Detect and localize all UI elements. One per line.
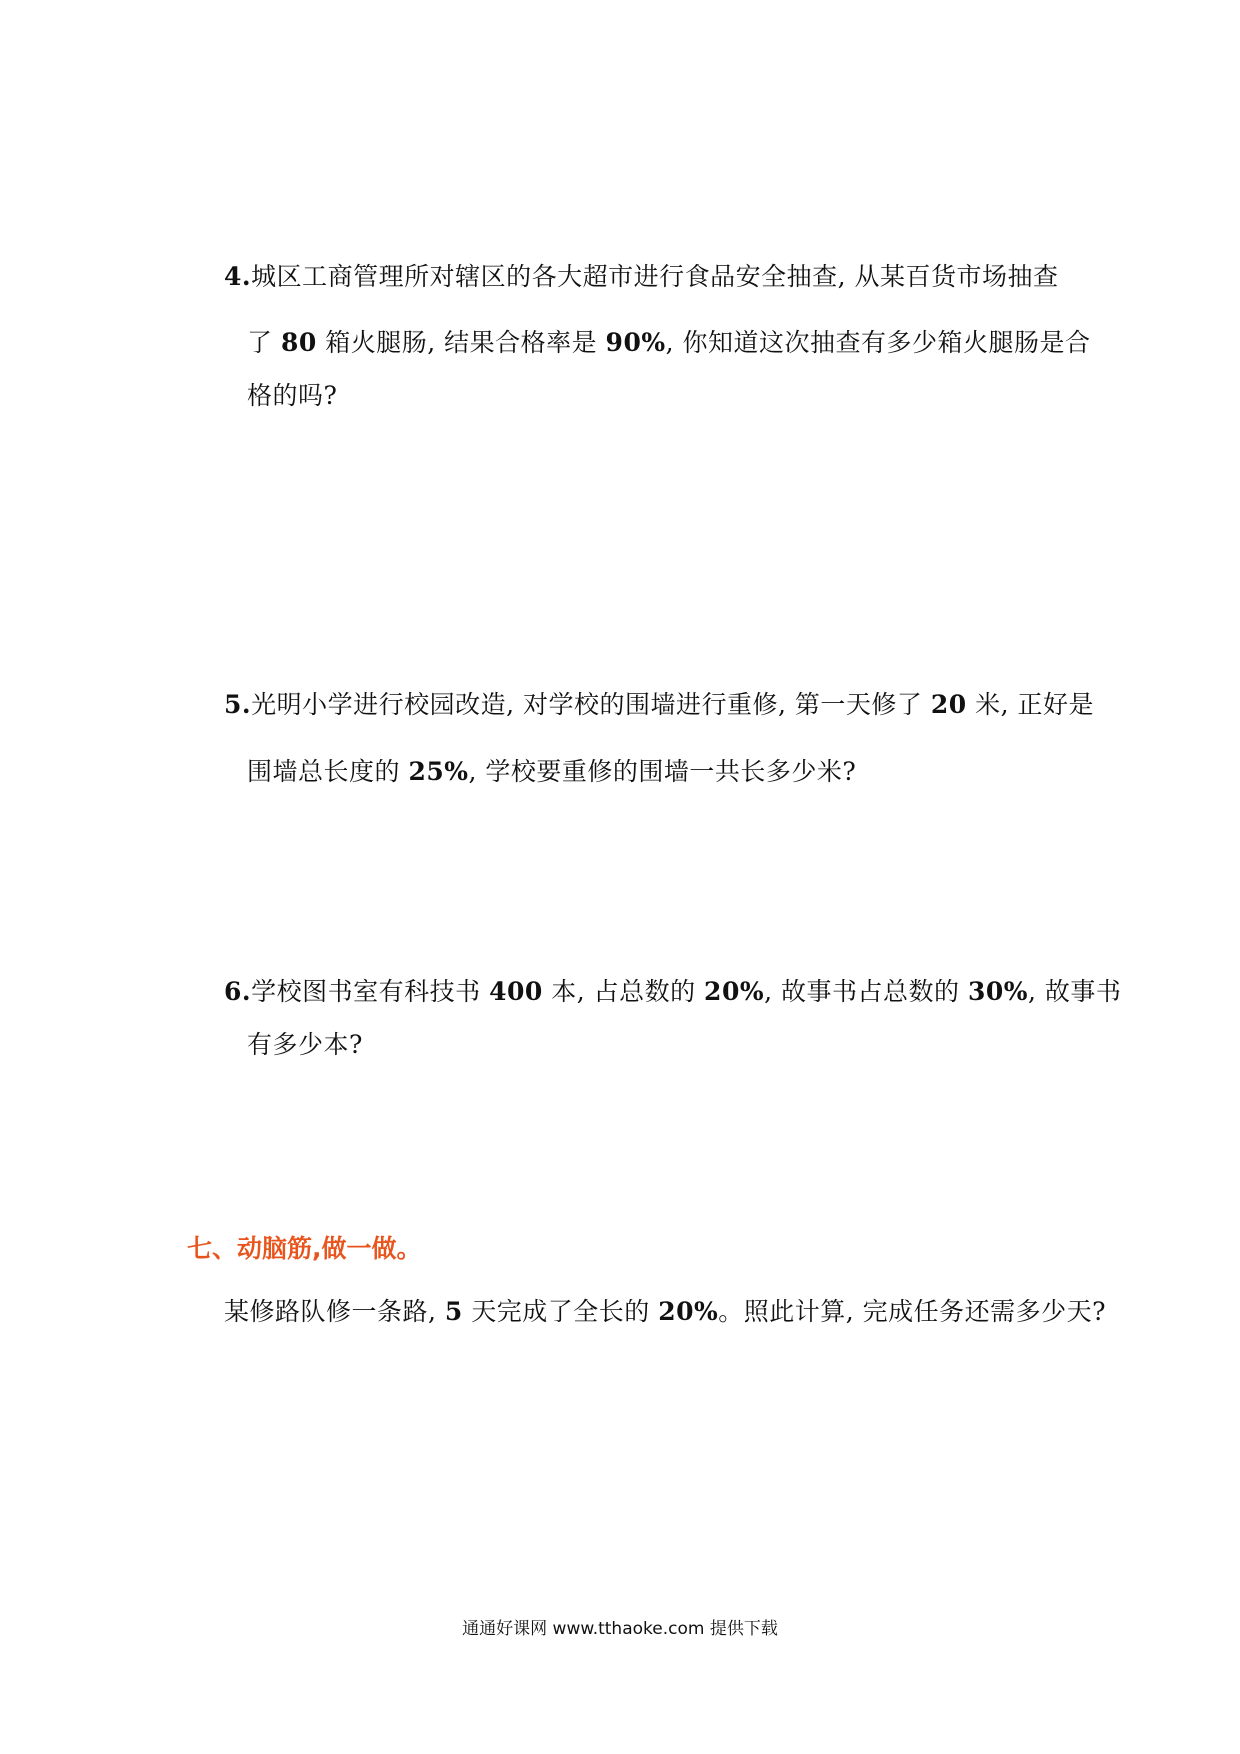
problem-4-number: 4. bbox=[224, 262, 252, 291]
problem-6-line-2: 有多少本? bbox=[247, 1030, 363, 1059]
problem-6-line-1: 6.学校图书室有科技书 400 本, 占总数的 20%, 故事书占总数的 30%, 故事书 bbox=[224, 977, 1122, 1006]
footer-download-note: 通通好课网 www.tthaoke.com 提供下载 bbox=[462, 1619, 778, 1639]
problem-4-line-1: 4.城区工商管理所对辖区的各大超市进行食品安全抽查, 从某百货市场抽查 bbox=[224, 262, 1059, 291]
problem-4-line-3: 格的吗? bbox=[247, 381, 338, 410]
section-7-problem: 某修路队修一条路, 5 天完成了全长的 20%。照此计算, 完成任务还需多少天? bbox=[224, 1297, 1107, 1326]
problem-5-line-2: 围墙总长度的 25%, 学校要重修的围墙一共长多少米? bbox=[247, 757, 857, 786]
problem-4-line-2: 了 80 箱火腿肠, 结果合格率是 90%, 你知道这次抽查有多少箱火腿肠是合 bbox=[247, 328, 1091, 357]
section-7-title: 七、动脑筋,做一做。 bbox=[187, 1234, 422, 1263]
problem-6-number: 6. bbox=[224, 977, 252, 1006]
problem-5-number: 5. bbox=[224, 690, 252, 719]
problem-5-line-1: 5.光明小学进行校园改造, 对学校的围墙进行重修, 第一天修了 20 米, 正好是 bbox=[224, 690, 1094, 719]
